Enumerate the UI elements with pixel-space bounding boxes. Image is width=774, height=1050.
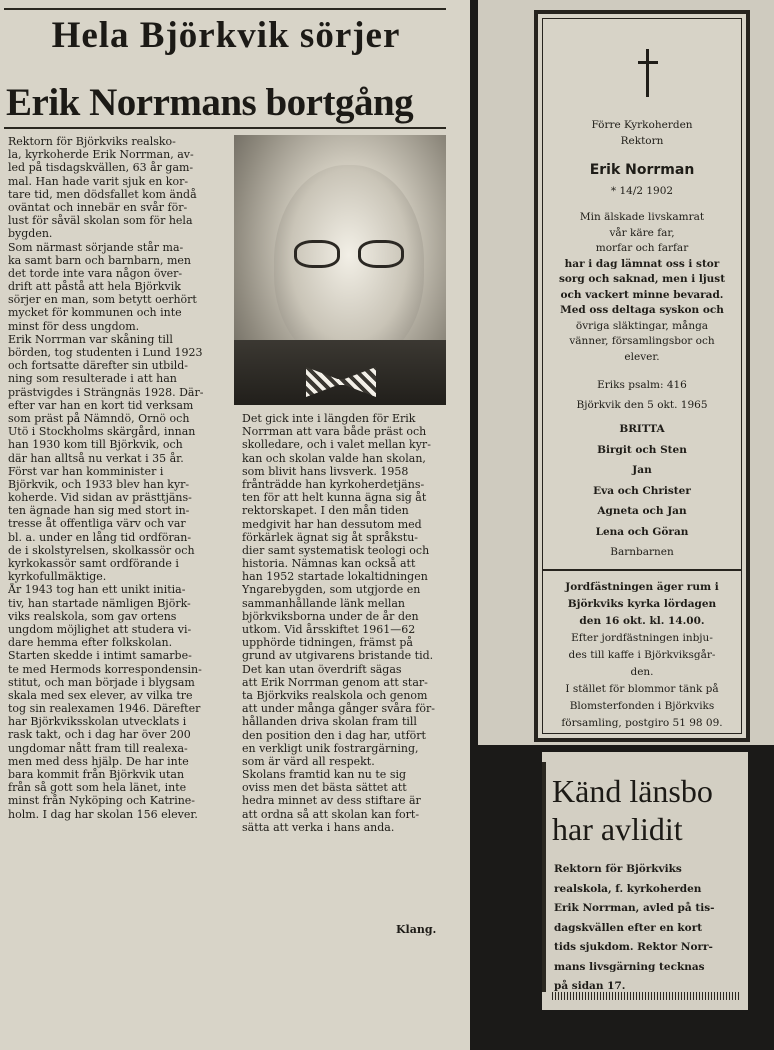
article-text-line: te med Hermods korrespondensin- [8, 662, 202, 676]
article-text-line: koherde. Vid sidan av prästtjäns- [8, 491, 192, 505]
article-text-line: Norrman att vara både präst och [242, 425, 427, 439]
article-text-line: har Björkviksskolan utvecklats i [8, 715, 187, 729]
portrait-photo [234, 135, 446, 405]
article-text-line: han 1952 startade lokaltidningen [242, 570, 428, 584]
article-text-line: dier samt systematisk teologi och [242, 543, 430, 557]
article-text-line: som är värd all respekt. [242, 754, 375, 768]
article-text-line: en verkligt unik fostrargärning, [242, 741, 419, 755]
article-text-line: bara kommit från Björkvik utan [8, 768, 185, 781]
article-text-line: la, kyrkoherde Erik Norrman, av- [8, 148, 194, 162]
article-text-line: Erik Norrman var skåning till [8, 332, 173, 346]
article-text-line: ka samt barn och barnbarn, men [8, 253, 191, 267]
article-text-line: mycket för kommunen och inte [8, 306, 182, 320]
article-text-line: Starten skedde i intimt samarbe- [8, 649, 192, 663]
headline-line-2: Erik Norrmans bortgång [6, 81, 414, 124]
article-text-line: Skolans framtid kan nu te sig [242, 768, 407, 782]
short-notice-line: Rektorn för Björkviks [554, 863, 682, 875]
short-notice-body [554, 860, 714, 997]
notice-line: elever. [624, 350, 660, 363]
article-text-line: minst för dess ungdom. [8, 319, 140, 333]
article-text-line: att ordna så att skolan kan fort- [242, 807, 420, 821]
cross-icon [638, 49, 658, 99]
notice-line: församling, postgiro 51 98 09. [561, 717, 723, 729]
short-notice-headline-2: har avlidit [552, 811, 683, 847]
article-text-line: rektorskapet. I den mån tiden [242, 504, 409, 518]
article-text-line: sörjer en man, som betytt oerhört [8, 293, 197, 307]
notice-place-date: Björkvik den 5 okt. 1965 [576, 399, 708, 411]
death-notice-clipping [478, 0, 774, 745]
article-column-1 [8, 135, 232, 821]
notice-line: Min älskade livskamrat [579, 211, 705, 223]
notice-line: des till kaffe i Björkviksgår- [568, 649, 716, 661]
article-text-line: kyrkokassör samt ordförande i [8, 557, 179, 570]
article-text-line: drift att påstå att hela Björkvik [8, 280, 181, 294]
short-notice-line: tids sjukdom. Rektor Norr- [554, 941, 713, 953]
article-text-line: sätta att verka i hans anda. [242, 820, 395, 834]
article-text-line: ning som resulterade i att han [8, 372, 177, 386]
article-text-line: stitut, och man började i blygsam [8, 675, 195, 689]
headline-line-1: Hela Björkvik sörjer [51, 15, 401, 56]
notice-line: Agneta och Jan [597, 505, 687, 517]
short-notice-headline-1: Känd länsbo [552, 773, 713, 809]
article-text-line: kyrkofullmäktige. [8, 570, 107, 584]
notice-line: Blomsterfonden i Björkviks [569, 700, 715, 712]
notice-line: Jordfästningen äger rum i [565, 581, 719, 593]
notice-line: morfar och farfar [595, 242, 689, 254]
article-text-line: led på tisdagskvällen, 63 år gam- [8, 161, 194, 175]
article-text-line: historia. Nämnas kan också att [242, 557, 416, 571]
short-notice-clipping [542, 752, 748, 1010]
article-text-line: skolledare, och i valet mellan kyr- [242, 438, 431, 452]
article-text-line: förkärlek ägnat sig åt språkstu- [242, 530, 418, 544]
death-notice-frame [534, 10, 750, 742]
article-text-line: ungdom möjlighet att studera vi- [8, 622, 192, 636]
headline-rule [4, 127, 446, 129]
article-text-line: det torde inte vara någon över- [8, 266, 183, 280]
article-text-line: börden, tog studenten i Lund 1923 [8, 346, 203, 359]
article-signature: Klang. [396, 923, 437, 936]
notice-name: Erik Norrman [589, 162, 695, 178]
notice-line: den 16 okt. kl. 14.00. [579, 615, 705, 627]
notice-born: * 14/2 1902 [610, 185, 674, 197]
article-text-line: att under många gånger svåra för- [242, 702, 435, 716]
article-text-line: Yngarebygden, som utgjorde en [242, 583, 421, 597]
notice-line: vänner, församlingsbor och [569, 335, 715, 347]
notice-line: vår käre far, [609, 226, 675, 239]
notice-line: Björkviks kyrka lördagen [567, 598, 717, 610]
article-text-line: Utö i Stockholms skärgård, innan [8, 425, 196, 439]
article-text-line: kan och skolan valde han skolan, [242, 451, 426, 465]
article-text-line: medgivit har han dessutom med [242, 517, 422, 531]
notice-line: BRITTA [619, 423, 665, 435]
article-text-line: Rektorn för Björkviks realsko- [8, 135, 176, 148]
article-text-line: att Erik Norrman genom att star- [242, 675, 428, 689]
notice-line: I stället för blommor tänk på [565, 683, 719, 695]
article-text-line: Björkvik, och 1933 blev han kyr- [8, 477, 190, 491]
article-text-line: ten för att helt kunna ägna sig åt [242, 491, 427, 505]
article-text-line: och fortsatte därefter sin utbild- [8, 359, 188, 373]
article-text-line: den position den i dag har, utfört [242, 728, 426, 742]
notice-line: Barnbarnen [610, 546, 674, 558]
article-text-line: ten ägnade han sig med stort in- [8, 504, 190, 518]
article-text-line: holm. I dag har skolan 156 elever. [8, 807, 198, 821]
short-notice-line: mans livsgärning tecknas [554, 960, 705, 973]
notice-line: övriga släktingar, många [575, 319, 709, 332]
article-text-line: Som närmast sörjande står ma- [8, 240, 184, 254]
article-text-line: som präst på Nämndö, Ornö och [8, 411, 190, 425]
article-text-line: tog sin realexamen 1946. Därefter [8, 702, 201, 716]
article-text-line: Det kan utan överdrift sägas [242, 662, 402, 676]
article-text-line: rask takt, och i dag har över 200 [8, 728, 191, 742]
short-notice-line: på sidan 17. [554, 980, 626, 992]
article-text-line: ungdomar nått fram till realexa- [8, 741, 188, 755]
article-text-line: som blivit hans livsverk. 1958 [242, 464, 409, 478]
short-notice-line: dagskvällen efter en kort [554, 921, 703, 934]
notice-line: Jan [632, 464, 652, 476]
article-text-line: upphörde tidningen, främst på [242, 636, 413, 650]
notice-line: Lena och Göran [595, 525, 689, 538]
article-text-line: björkviksborna under de år den [242, 609, 419, 623]
article-text-line: men med dess hjälp. De har inte [8, 754, 189, 768]
short-notice-headline [552, 772, 713, 848]
notice-divider [543, 569, 741, 571]
article-text-line: från så gott som hela länet, inte [8, 781, 187, 795]
article-text-line: lust för såväl skolan som för hela [8, 214, 193, 228]
notice-psalm: Eriks psalm: 416 [597, 379, 687, 391]
notice-title-2: Rektorn [620, 135, 664, 147]
article-text-line: viks realskola, som gav ortens [8, 609, 177, 623]
notice-line: och vackert minne bevarad. [560, 288, 724, 301]
article-text-line: han 1930 kom till Björkvik, och [8, 438, 183, 452]
article-text-line: oväntat och innebär en svår för- [8, 200, 188, 214]
article-text-line: ta Björkviks realskola och genom [242, 688, 428, 702]
article-text-line: minst från Nyköping och Katrine- [8, 794, 196, 808]
article-text-line: sammanhållande länk mellan [242, 596, 406, 610]
short-notice-line: Erik Norrman, avled på tis- [554, 902, 715, 914]
article-text-line: efter var han en kort tid verksam [8, 398, 194, 412]
top-rule [4, 8, 446, 10]
notice-line: sorg och saknad, men i ljust [558, 273, 726, 285]
article-text-line: bygden. [8, 227, 53, 241]
notice-line: Birgit och Sten [597, 443, 687, 456]
article-column-2 [242, 412, 458, 834]
article-text-line: de i skolstyrelsen, skolkassör och [8, 543, 195, 557]
article-text-line: bl. a. under en lång tid ordföran- [8, 530, 192, 544]
notice-line: Eva och Christer [593, 484, 691, 497]
short-notice-line: realskola, f. kyrkoherden [554, 882, 702, 895]
article-text-line: Först var han komminister i [8, 464, 164, 478]
article-text-line: mal. Han hade varit sjuk en kor- [8, 174, 189, 188]
article-text-line: dare hemma efter folkskolan. [8, 636, 173, 650]
article-text-line: tresse åt offentliga värv och var [8, 517, 186, 531]
notice-title-1: Förre Kyrkoherden [591, 119, 693, 131]
article-text-line: Det gick inte i längden för Erik [242, 412, 416, 425]
article-text-line: År 1943 tog han ett unikt initia- [8, 583, 186, 597]
article-text-line: där han alltså nu verkat i 35 år. [8, 451, 184, 465]
article-text-line: prästvigdes i Strängnäs 1928. Där- [8, 385, 204, 399]
article-text-line: hållanden driva skolan fram till [242, 715, 417, 729]
notice-line: Med oss deltaga syskon och [560, 304, 724, 316]
notice-line: den. [630, 666, 654, 678]
article-text-line: grund av utgivarens bristande tid. [242, 649, 434, 663]
article-text-line: oviss men det bästa sättet att [242, 781, 407, 795]
article-text-line: skala med sex elever, av vilka tre [8, 688, 193, 702]
article-text-line: tiv, han startade nämligen Björk- [8, 596, 191, 610]
article-text-line: frånträdde han kyrkoherdetjäns- [242, 477, 425, 491]
article-text-line: hedra minnet av dess stiftare är [242, 794, 421, 808]
article-text-line: utkom. Vid årsskiftet 1961—62 [242, 623, 416, 636]
notice-line: har i dag lämnat oss i stor [564, 257, 720, 270]
article-text-line: tare tid, men dödsfallet kom ändå [8, 187, 197, 201]
notice-line: Efter jordfästningen inbju- [571, 632, 713, 644]
